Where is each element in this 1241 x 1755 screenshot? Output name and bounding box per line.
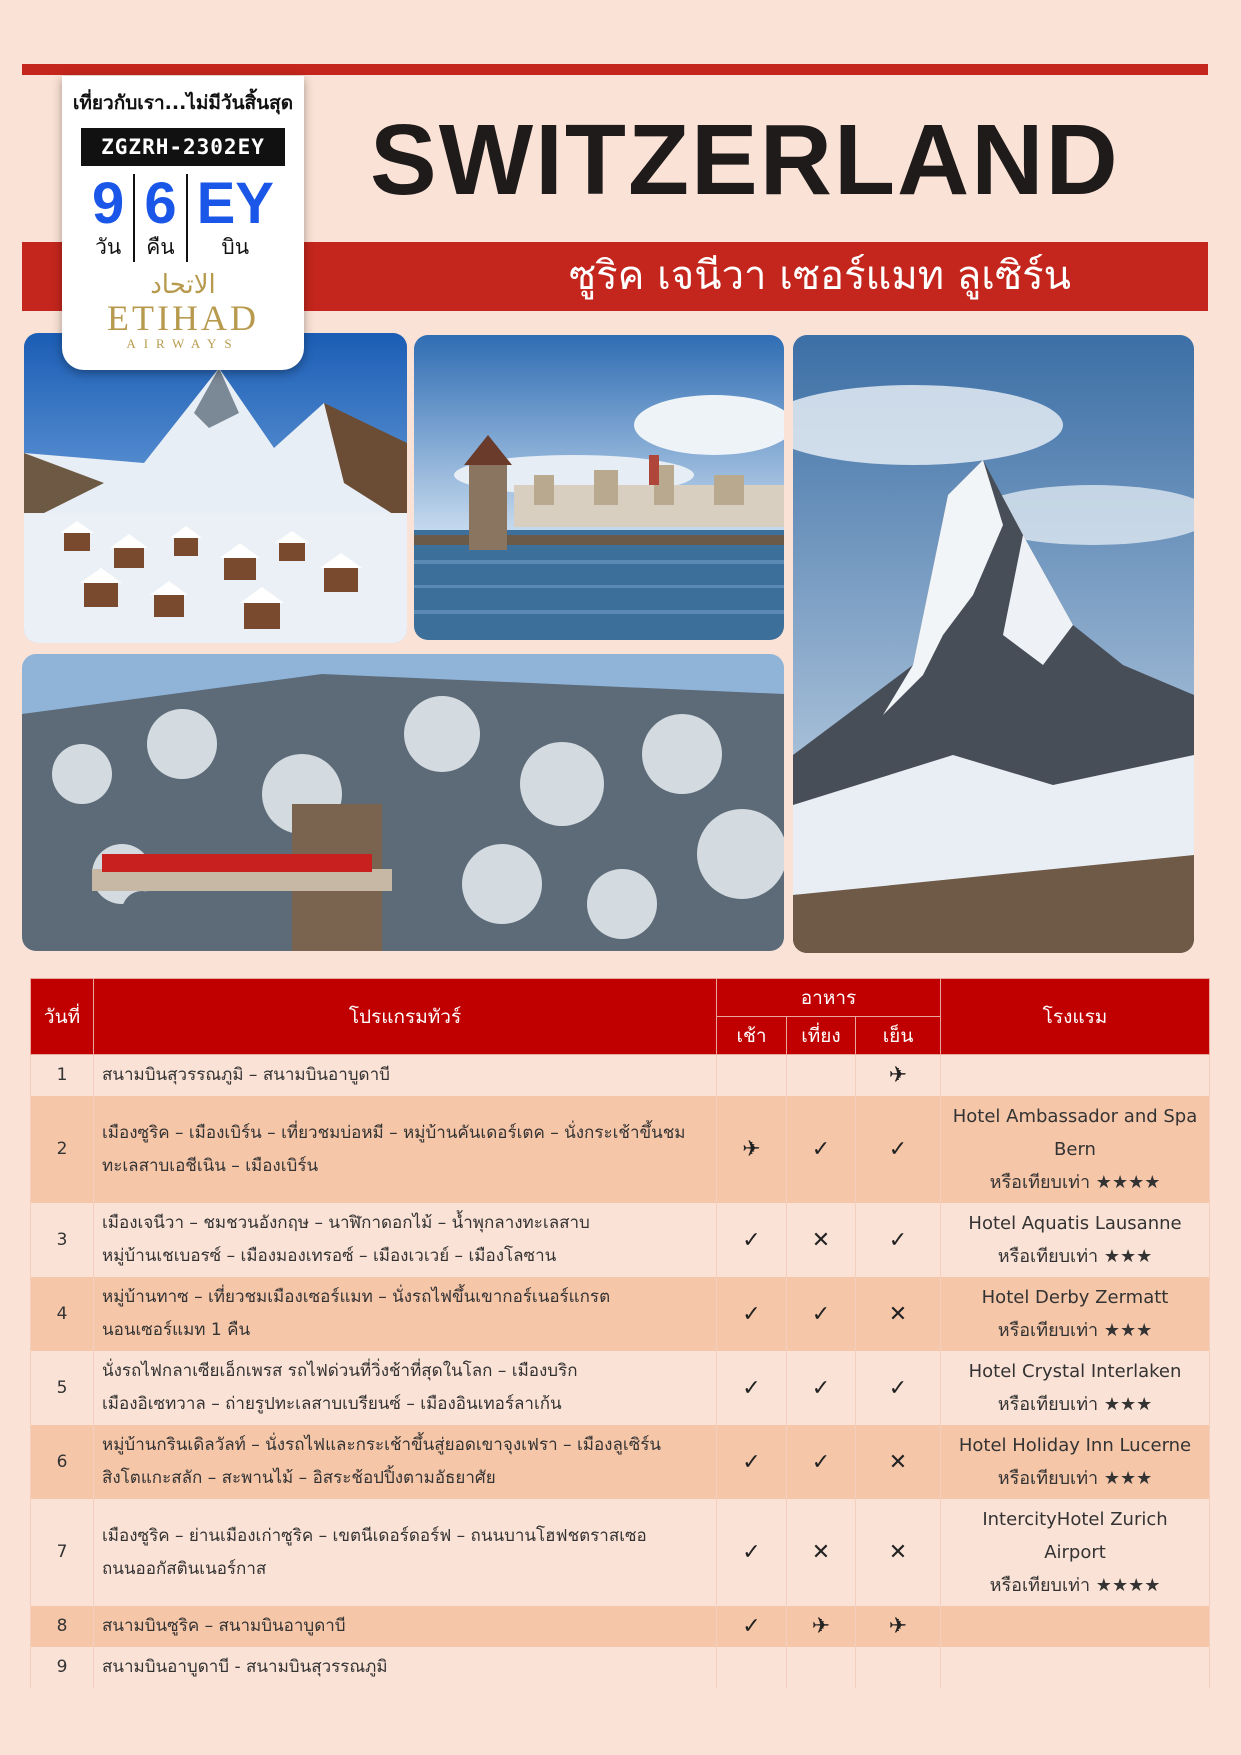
cell-hotel [941,1606,1210,1647]
cell-program [94,1096,717,1203]
stat-days [83,171,133,262]
cell-program [94,1203,717,1277]
tour-code: ZGZRH-2302EY [81,128,285,166]
cell-program [94,1647,717,1688]
stat-value: EY [196,171,274,236]
meal-lunch: ✓ [787,1096,856,1203]
meal-breakfast: ✓ [717,1606,787,1647]
itinerary-table [30,978,1210,1688]
table-row [31,1425,1210,1499]
cell-program [94,1425,717,1499]
table-row [31,1499,1210,1606]
hotel-line: หรือเทียบเท่า ★★★★ [989,1172,1161,1193]
hotel-line: หรือเทียบเท่า ★★★ [997,1320,1153,1341]
program-line: หมู่บ้านทาซ – เที่ยวชมเมืองเซอร์แมท – นั่งรถไฟขึ้นเขากอร์เนอร์แกรต [102,1287,611,1307]
cell-hotel [941,1203,1210,1277]
header-day: วันที่ [31,979,94,1055]
photo-snowy-village [24,333,407,643]
meal-dinner [856,1647,941,1688]
header-meals: อาหาร [717,979,941,1017]
logo-brand: ETIHAD [107,298,259,338]
program-line: เมืองอิเซทวาล – ถ่ายรูปทะเลสาบเบรียนซ์ – เมืองอินเทอร์ลาเก้น [102,1394,562,1414]
stat-unit: บิน [221,235,250,259]
table-row [31,1203,1210,1277]
photo-landwasser-viaduct [22,654,784,951]
cell-day: 4 [31,1277,94,1351]
meal-dinner: ✓ [856,1351,941,1425]
stat-nights [133,171,185,262]
program-line: สิงโตแกะสลัก – สะพานไม้ – อิสระช้อปปิ้งตามอัธยาศัย [102,1468,496,1488]
logo-arabic: الاتحاد [150,270,216,300]
trip-badge [62,76,304,370]
hotel-line: IntercityHotel Zurich Airport [982,1509,1168,1563]
program-line: เมืองเจนีวา – ชมชวนอังกฤษ – นาฬิกาดอกไม้ – น้ำพุกลางทะเลสาบ [102,1213,590,1233]
header-lunch: เที่ยง [787,1017,856,1055]
meal-dinner: ✕ [856,1425,941,1499]
meal-lunch: ✓ [787,1277,856,1351]
cell-hotel [941,1499,1210,1606]
hotel-line: หรือเทียบเท่า ★★★ [997,1468,1153,1489]
hotel-line: Hotel Aquatis Lausanne [968,1213,1182,1234]
page-subtitle: ซูริค เจนีวา เซอร์แมท ลูเซิร์น [569,253,1071,299]
stat-airline [186,171,283,262]
program-line: สนามบินอาบูดาบี - สนามบินสุวรรณภูมิ [102,1657,388,1677]
cell-day: 6 [31,1425,94,1499]
stat-value: 6 [144,171,177,236]
page-title: SWITZERLAND [370,104,1120,216]
hotel-line: Hotel Crystal Interlaken [968,1361,1182,1382]
meal-dinner: ✈ [856,1606,941,1647]
cell-hotel [941,1351,1210,1425]
cell-day: 8 [31,1606,94,1647]
meal-lunch: ✕ [787,1499,856,1606]
cell-day: 2 [31,1096,94,1203]
program-line: ถนนออกัสตินเนอร์กาส [102,1558,267,1579]
meal-lunch: ✈ [787,1606,856,1647]
table-row [31,1647,1210,1688]
table-row [31,1055,1210,1097]
cell-day: 5 [31,1351,94,1425]
cell-day: 3 [31,1203,94,1277]
program-line: นั่งรถไฟกลาเซียเอ็กเพรส รถไฟด่วนที่วิ่งช้าที่สุดในโลก – เมืองบริก [102,1361,578,1381]
program-line: หมู่บ้านเชเบอรซ์ – เมืองมองเทรอซ์ – เมืองเวเวย์ – เมืองโลซาน [102,1246,557,1266]
meal-breakfast: ✈ [717,1096,787,1203]
meal-breakfast: ✓ [717,1203,787,1277]
meal-breakfast [717,1055,787,1097]
hotel-line: Bern [1054,1139,1096,1160]
hotel-line: Hotel Ambassador and Spa [952,1106,1198,1127]
stat-unit: วัน [95,235,122,259]
meal-breakfast: ✓ [717,1499,787,1606]
cell-program [94,1351,717,1425]
etihad-logo [62,270,304,352]
cell-program [94,1606,717,1647]
trip-stats [62,171,304,262]
photo-lucerne-bridge [414,335,784,640]
photo-matterhorn [793,335,1194,953]
table-row [31,1351,1210,1425]
cell-hotel [941,1096,1210,1203]
meal-breakfast: ✓ [717,1351,787,1425]
meal-breakfast: ✓ [717,1425,787,1499]
header-hotel: โรงแรม [941,979,1210,1055]
badge-tagline: เที่ยวกับเรา...ไม่มีวันสิ้นสุด [72,92,294,114]
table-row [31,1277,1210,1351]
table-row [31,1096,1210,1203]
cell-day: 9 [31,1647,94,1688]
program-line: สนามบินสุวรรณภูมิ – สนามบินอาบูดาบี [102,1065,390,1085]
header-breakfast: เช้า [717,1017,787,1055]
cell-program [94,1277,717,1351]
cell-hotel [941,1277,1210,1351]
program-line: ทะเลสาบเอชีเนิน – เมืองเบิร์น [102,1155,319,1176]
hotel-line: หรือเทียบเท่า ★★★ [997,1246,1153,1267]
meal-lunch: ✕ [787,1203,856,1277]
meal-breakfast [717,1647,787,1688]
hotel-line: หรือเทียบเท่า ★★★ [997,1394,1153,1415]
meal-dinner: ✓ [856,1203,941,1277]
meal-dinner: ✓ [856,1096,941,1203]
cell-day: 7 [31,1499,94,1606]
logo-sub: AIRWAYS [126,336,240,351]
meal-dinner: ✕ [856,1499,941,1606]
cell-hotel [941,1647,1210,1688]
meal-lunch [787,1647,856,1688]
meal-lunch: ✓ [787,1425,856,1499]
stat-value: 9 [92,171,125,236]
hotel-line: หรือเทียบเท่า ★★★★ [989,1575,1161,1596]
cell-hotel [941,1425,1210,1499]
cell-program [94,1499,717,1606]
meal-dinner: ✕ [856,1277,941,1351]
hotel-line: Hotel Derby Zermatt [981,1287,1169,1308]
cell-hotel [941,1055,1210,1097]
top-rule [22,64,1208,75]
program-line: สนามบินซูริค – สนามบินอาบูดาบี [102,1616,346,1636]
meal-breakfast: ✓ [717,1277,787,1351]
program-line: หมู่บ้านกรินเดิลวัลท์ – นั่งรถไฟและกระเช้าขึ้นสู่ยอดเขาจุงเฟรา – เมืองลูเซิร์น [102,1435,661,1455]
program-line: เมืองซูริค – ย่านเมืองเก่าซูริค – เขตนีเดอร์ดอร์ฟ – ถนนบานโฮฟชตราสเซอ [102,1525,647,1546]
header-program: โปรแกรมทัวร์ [94,979,717,1055]
program-line: นอนเซอร์แมท 1 คืน [102,1320,251,1340]
cell-day: 1 [31,1055,94,1097]
meal-dinner: ✈ [856,1055,941,1097]
program-line: เมืองซูริค – เมืองเบิร์น – เที่ยวชมบ่อหมี – หมู่บ้านคันเดอร์เตค – นั่งกระเช้าขึ้นชม [102,1122,686,1143]
header-dinner: เย็น [856,1017,941,1055]
stat-unit: คืน [146,235,175,259]
table-row [31,1606,1210,1647]
hotel-line: Hotel Holiday Inn Lucerne [958,1435,1192,1456]
meal-lunch: ✓ [787,1351,856,1425]
meal-lunch [787,1055,856,1097]
cell-program [94,1055,717,1097]
